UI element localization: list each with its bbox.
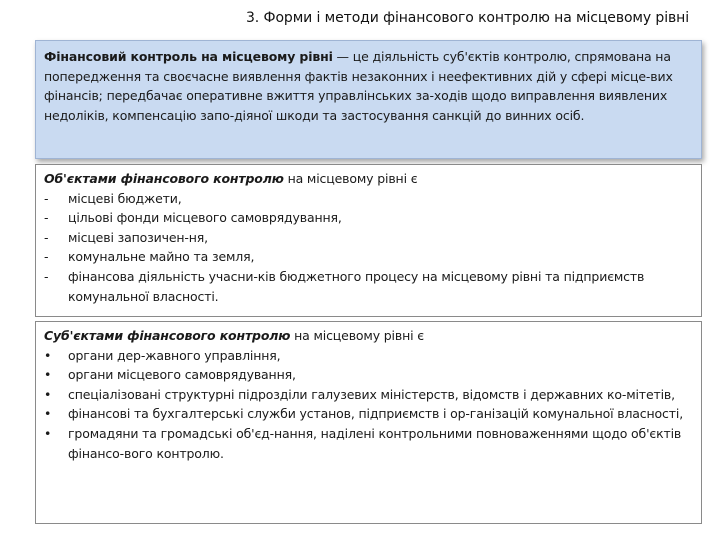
- bullet-marker: •: [44, 406, 52, 422]
- list-item: [44, 189, 693, 209]
- list-item: [44, 365, 693, 385]
- subjects-heading-rest: на місцевому рівні є: [290, 328, 424, 343]
- definition-term: Фінансовий контроль на місцевому рівні: [44, 49, 333, 64]
- list-item-text: фінансова діяльність учасни-ків бюджетного процесу на місцевому рівні та підприємств комунальної власності.: [68, 268, 645, 304]
- list-item: [44, 385, 693, 405]
- list-item-text: органи місцевого самоврядування,: [68, 367, 296, 383]
- bullet-marker: •: [44, 425, 52, 441]
- list-item-text: комунальне майно та земля,: [68, 249, 255, 265]
- list-item: [44, 208, 693, 228]
- slide-title: 3. Форми і методи фінансового контролю на місцевому рівні: [246, 10, 690, 26]
- subjects-box: [35, 321, 702, 524]
- objects-heading-emphasis: Об'єктами фінансового контролю: [44, 171, 284, 186]
- bullet-marker: •: [44, 347, 52, 363]
- subjects-heading: [44, 326, 693, 346]
- bullet-marker: •: [44, 367, 52, 383]
- bullet-marker: •: [44, 386, 52, 402]
- list-item-text: громадяни та громадські об'єд-нання, наділені контрольними повноваженнями щодо об'єктів фінансо-вого контролю.: [68, 425, 682, 461]
- list-item: [44, 247, 693, 267]
- dash-marker: -: [44, 249, 49, 265]
- dash-marker: -: [44, 190, 49, 206]
- definition-text: — це діяльність суб'єктів контролю, спрямована на попередження та своєчасне виявлення фактів незаконних і неефективних дій у сфері місце-вих фінансів; передбачає оперативне вжиття управлінських за-ходів щодо виправлення виявлених недоліків, компенсацію запо-діяної шкоди та застосування санкцій до винних осіб.: [44, 49, 673, 123]
- list-item-text: органи дер-жавного управління,: [68, 347, 281, 363]
- list-item-text: фінансові та бухгалтерські служби установ, підприємств і ор-ганізацій комунальної власності,: [68, 406, 684, 422]
- list-item-text: місцеві бюджети,: [68, 190, 182, 206]
- list-item: [44, 346, 693, 366]
- list-item-text: місцеві запозичен-ня,: [68, 229, 208, 245]
- objects-box: [35, 164, 702, 317]
- objects-heading-rest: на місцевому рівні є: [283, 171, 418, 186]
- list-item-text: спеціалізовані структурні підрозділи галузевих міністерств, відомств і державних ко-мітетів,: [68, 386, 675, 402]
- dash-marker: -: [44, 268, 49, 284]
- list-item: [44, 228, 693, 248]
- list-item: [44, 267, 693, 306]
- definition-box: [35, 40, 702, 159]
- subjects-heading-emphasis: Суб'єктами фінансового контролю: [44, 328, 291, 343]
- list-item-text: цільові фонди місцевого самоврядування,: [68, 210, 342, 226]
- list-item: [44, 404, 693, 424]
- list-item: [44, 424, 693, 463]
- dash-marker: -: [44, 210, 49, 226]
- dash-marker: -: [44, 229, 49, 245]
- objects-heading: [44, 169, 693, 189]
